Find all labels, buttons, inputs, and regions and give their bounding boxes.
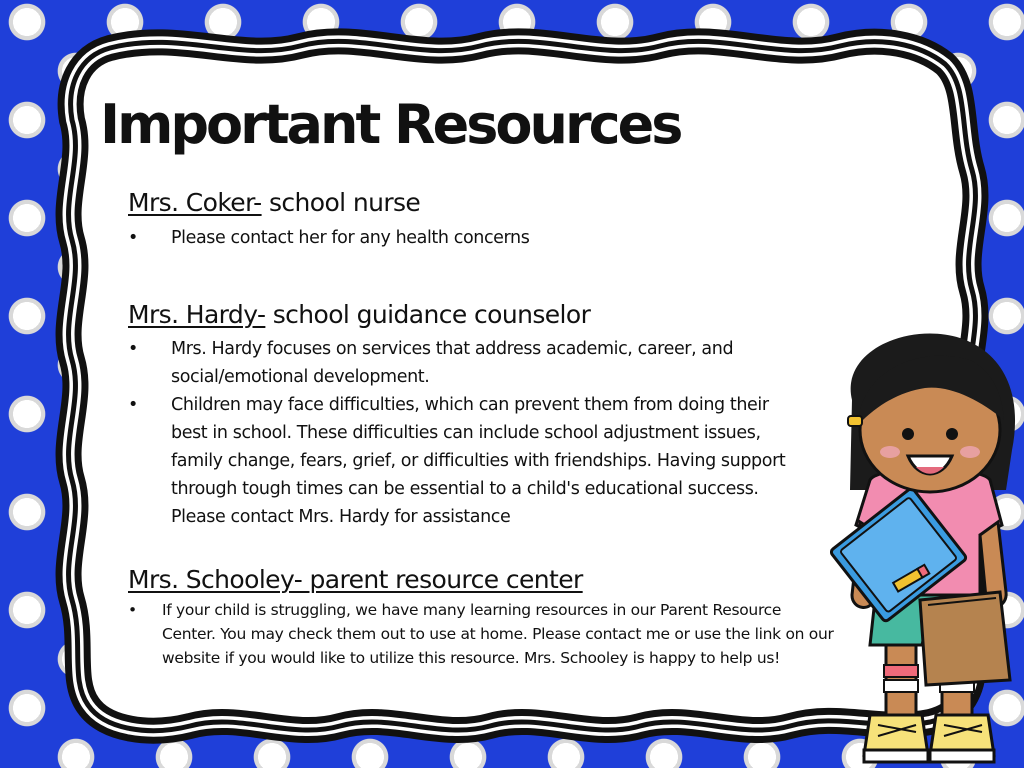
bullet-text: Mrs. Hardy focuses on services that address academic, career, and social/emotional development. [171,339,734,387]
list-item [128,224,788,252]
page-title: Important Resources [100,93,681,156]
section-heading-parent-center [128,565,583,595]
bullet-text: If your child is struggling, we have many learning resources in our Parent Resource Center. You may check them out to use at home. Please contact me or use the link on our website if you would like to utilize this resource. Mrs. Schooley is happy to help us! [162,601,834,667]
bullet-icon: • [128,228,138,248]
bullet-text: Please contact her for any health concerns [171,228,530,248]
section-heading-counselor [128,300,590,330]
contact-role: school nurse [261,188,421,217]
contact-name: Mrs. Schooley- parent resource center [128,565,583,594]
girl-with-books-illustration [830,330,1024,768]
list-item [128,335,828,391]
list-item [128,391,828,531]
bullet-icon: • [128,395,138,415]
bullet-text: Children may face difficulties, which can prevent them from doing their best in school. These difficulties can include school adjustment issues, family change, fears, grief, or difficulties with friendships. Having support through tough times can be essential to a child's educational success. Please contact Mrs. Hardy for assistance [171,395,786,527]
bullet-icon: • [128,339,138,359]
section-heading-nurse [128,188,420,218]
bullet-icon: • [128,601,137,619]
contact-name: Mrs. Coker- [128,188,262,217]
contact-name: Mrs. Hardy- [128,300,266,329]
list-item [128,598,838,670]
contact-role: school guidance counselor [265,300,591,329]
